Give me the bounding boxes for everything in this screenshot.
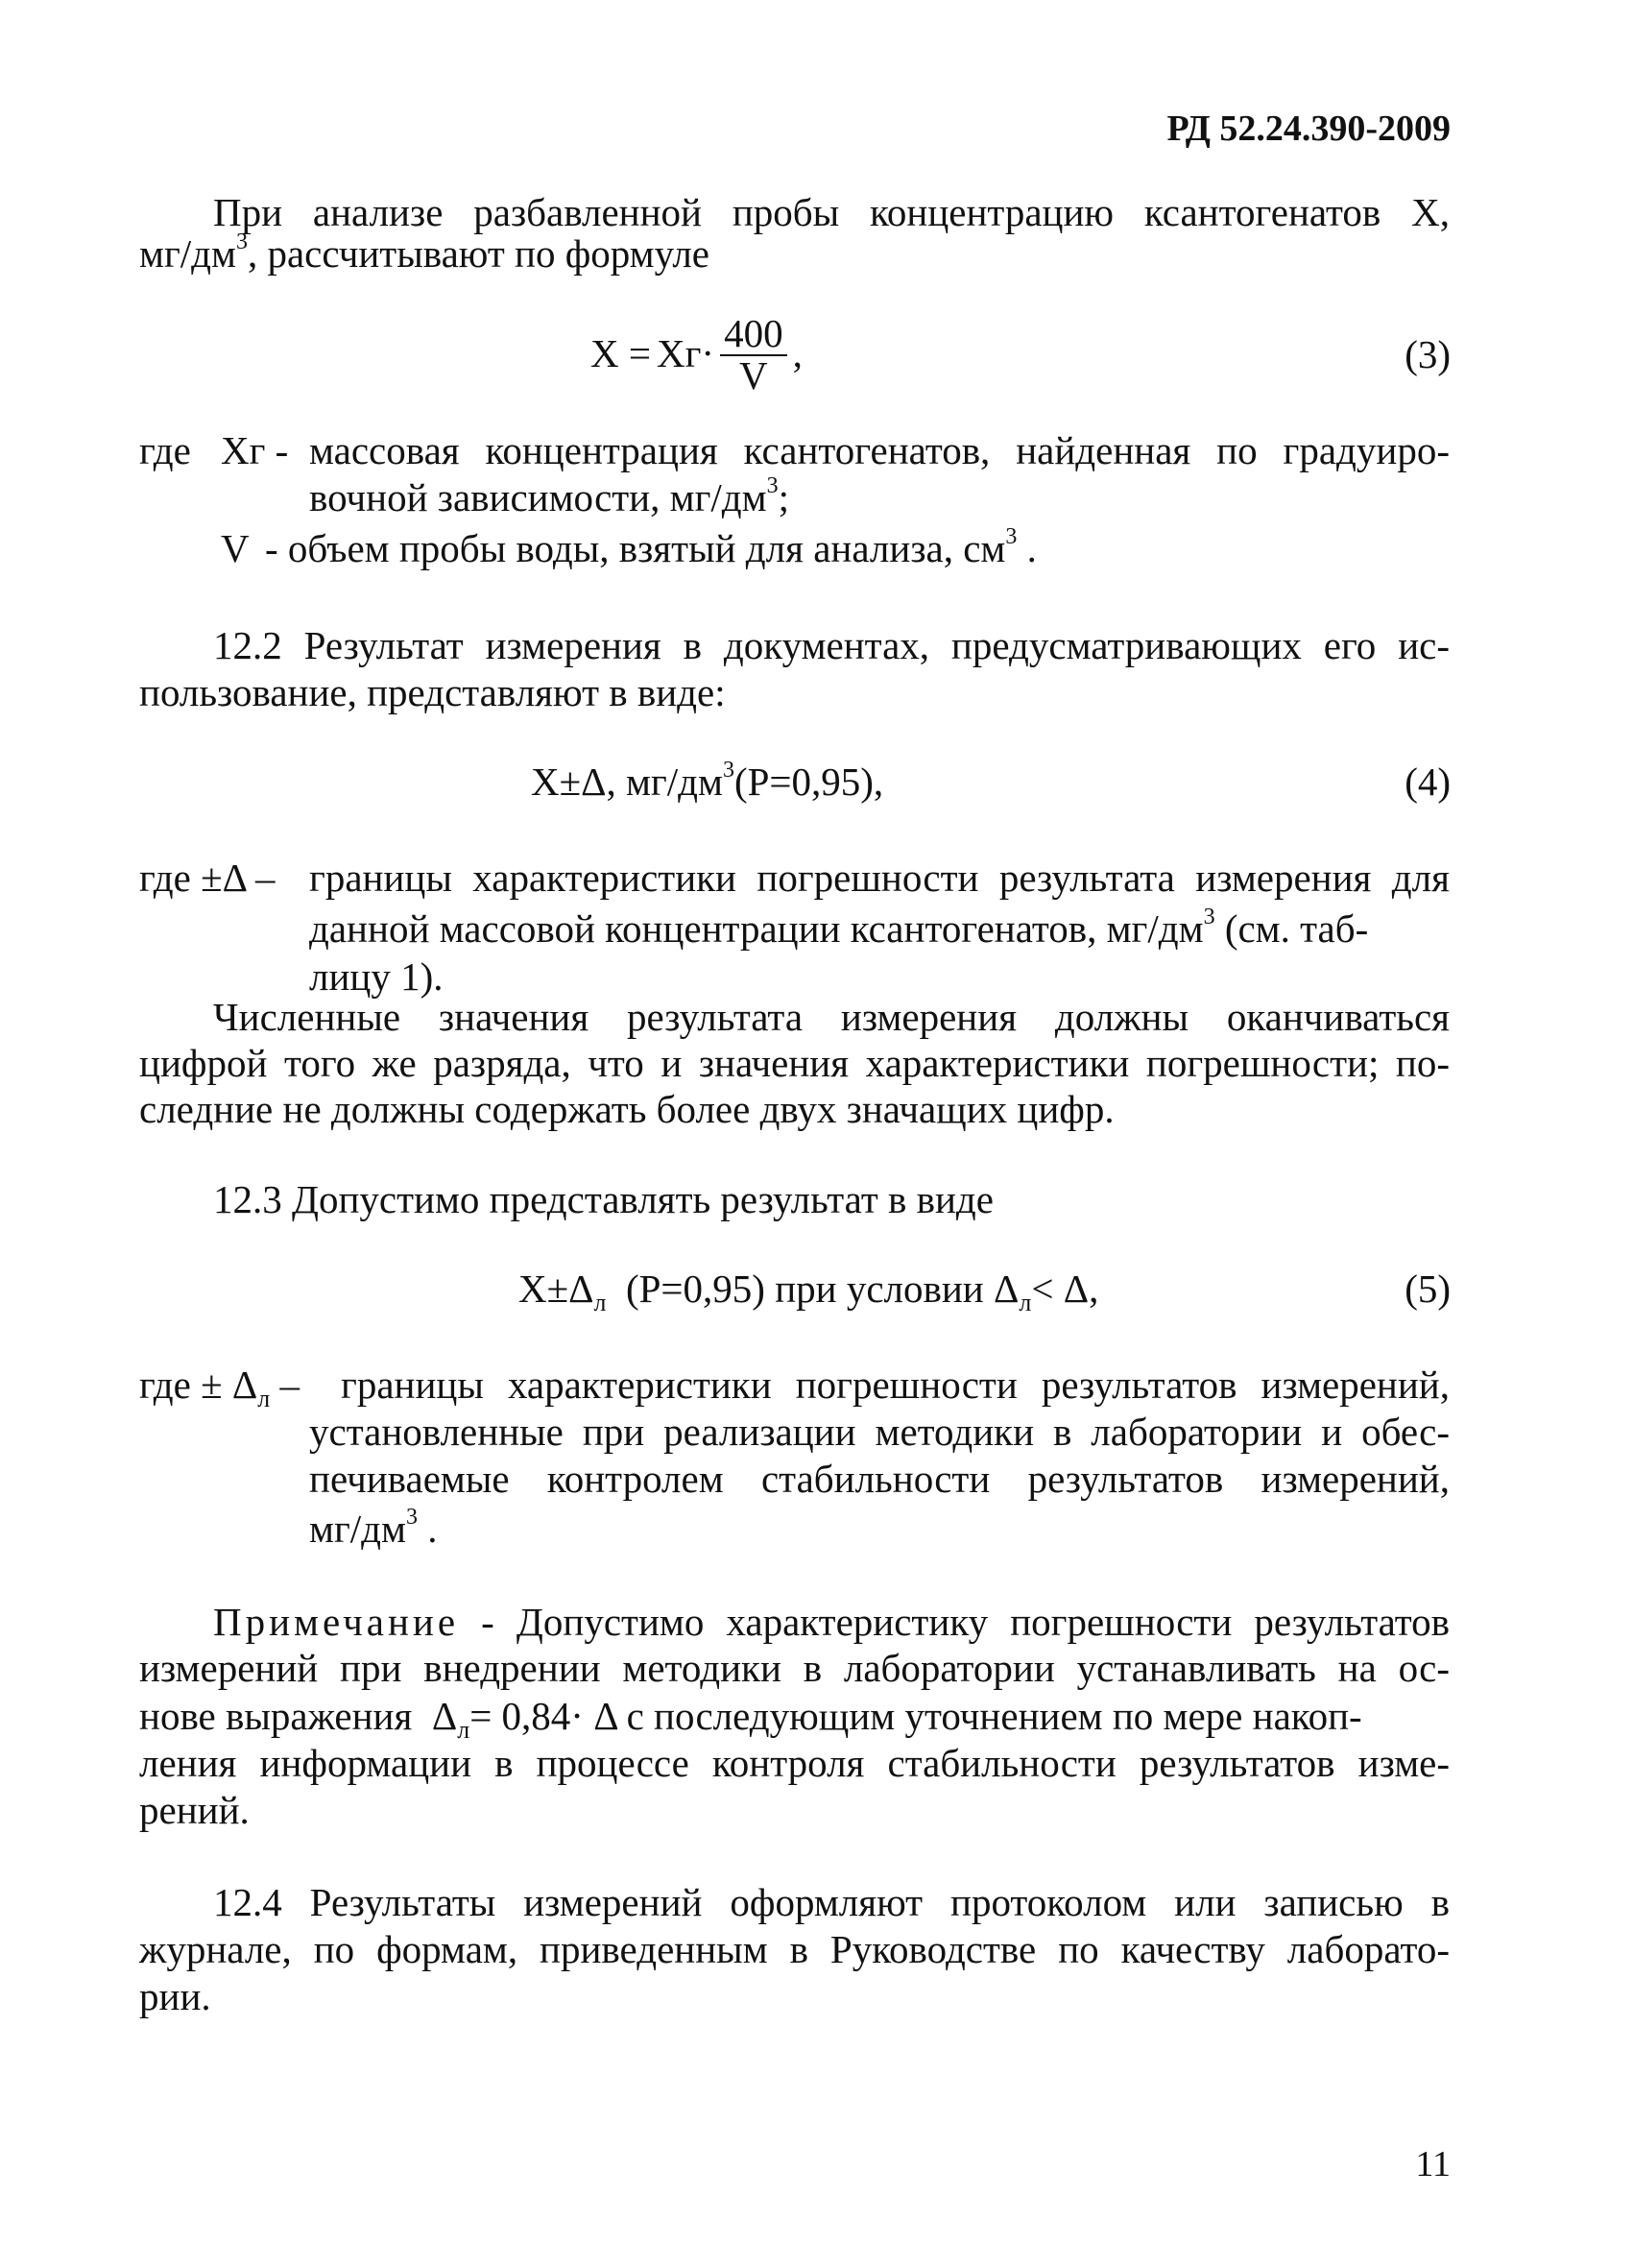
- numeric-line-3: следние не должны содержать более двух значащих цифр.: [139, 1087, 1115, 1131]
- section-12-2-line-1: 12.2 Результат измерения в документах, предусматривающих его ис-: [213, 623, 1450, 667]
- numeric-line-1: Численные значения результата измерения должны оканчиваться: [213, 995, 1450, 1039]
- formula-4-number: (4): [1405, 760, 1451, 804]
- formula-3-number: (3): [1405, 332, 1451, 376]
- document-code: РД 52.24.390-2009: [1166, 109, 1451, 149]
- note-line-3: нове выражения $\Delta_л= 0,84\cdot \Delta$ с последующим уточнением по мере накоп-: [139, 1694, 1362, 1745]
- section-12-2-line-2: пользование, представляют в виде:: [139, 670, 726, 714]
- where-3-def-1: массовая концентрация ксантогенатов, найденная по градуиро-: [309, 428, 1450, 472]
- where-3-symbol-xg: Хг -: [221, 428, 289, 472]
- where-5-line-4: $мг/дм^3$ .: [309, 1505, 438, 1551]
- numeric-line-2: цифрой того же разряда, что и значения характеристики погрешности; по-: [139, 1041, 1450, 1085]
- note-label: Примечание: [213, 1600, 460, 1644]
- note-line-1: Примечание - Допустимо характеристику погрешности результатов: [213, 1600, 1450, 1644]
- section-12-4-line-3: рии.: [139, 1974, 211, 2018]
- where-3-def-2: - объем пробы воды, взятый для анализа, $см^3$ .: [265, 524, 1037, 570]
- where-4-lead: где ±Δ –: [139, 856, 276, 900]
- note-line-2: измерений при внедрении методики в лаборатории устанавливать на ос-: [139, 1646, 1450, 1690]
- where-5-line-3: печиваемые контролем стабильности результатов измерений,: [309, 1457, 1450, 1501]
- page-number: 11: [1415, 2144, 1451, 2184]
- formula-3-lhs: Х =: [590, 331, 651, 375]
- formula-3-xg: Хг·: [656, 331, 715, 375]
- where-4-line-3: лицу 1).: [309, 954, 444, 999]
- note-line-4: ления информации в процессе контроля стабильности результатов изме-: [139, 1741, 1450, 1785]
- where-4-line-1: границы характеристики погрешности результата измерения для: [309, 856, 1450, 900]
- where-3-lead: где: [139, 428, 191, 472]
- note-line-5: рений.: [139, 1788, 250, 1832]
- section-12-4-line-1: 12.4 Результаты измерений оформляют протоколом или записью в: [213, 1880, 1450, 1924]
- formula-5: $Х\pm\Delta_л$ (Р=0,95) при условии $\Delta_л< \Delta$,: [518, 1267, 1099, 1317]
- intro-line-2: $мг/дм^3$, рассчитывают по формуле: [139, 229, 709, 276]
- where-5-line-1: границы характеристики погрешности результатов измерений,: [341, 1363, 1450, 1407]
- section-12-3-line-1: 12.3 Допустимо представлять результат в виде: [213, 1177, 994, 1221]
- where-3-def-1b: вочной зависимости, $мг/дм^3$;: [309, 473, 789, 519]
- where-5-line-2: установленные при реализации методики в лаборатории и обес-: [309, 1410, 1450, 1454]
- intro-line-1: При анализе разбавленной пробы концентрацию ксантогенатов Х,: [213, 190, 1450, 234]
- where-4-line-2: данной массовой концентрации ксантогенатов, $мг/дм^3$ (см. таб-: [309, 905, 1369, 951]
- formula-5-number: (5): [1405, 1267, 1451, 1311]
- formula-4: Х±Δ, $мг/дм^3(Р=0,95)$,: [531, 758, 884, 804]
- section-12-4-line-2: журнале, по формам, приведенным в Руководстве по качеству лаборато-: [139, 1927, 1450, 1971]
- formula-3-fraction: $\frac{400}{V}$: [720, 312, 787, 395]
- where-3-symbol-v: V: [221, 526, 250, 570]
- formula-3: Х = Хг· $\frac{400}{V}$ ,: [590, 311, 803, 398]
- where-5-lead: где ± $\Delta_л$ –: [139, 1363, 300, 1413]
